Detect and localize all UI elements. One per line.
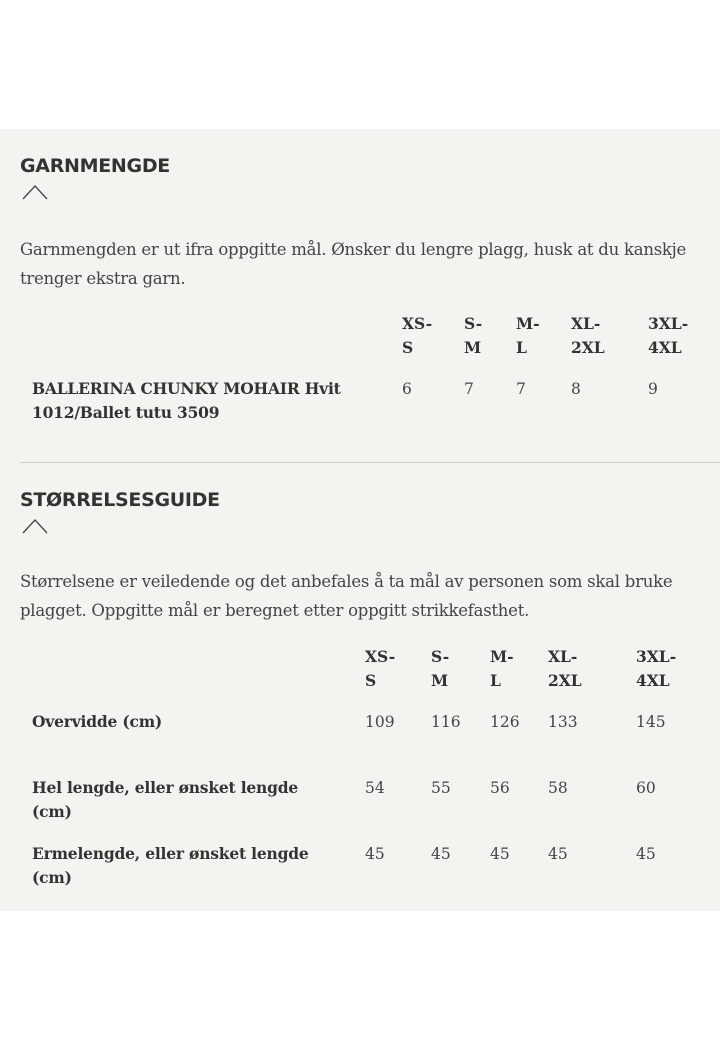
size-header-m-l: M- L (490, 647, 514, 690)
yarn-value-xs-s: 6 (402, 380, 412, 398)
hel-lengde-value-s-m: 55 (431, 779, 451, 797)
yarn-value-s-m: 7 (464, 380, 474, 398)
yarn-row-label: BALLERINA CHUNKY MOHAIR Hvit 1012/Ballet tutu 3509 (32, 379, 341, 422)
yarn-value-m-l: 7 (516, 380, 526, 398)
size-header-s-m: S- M (431, 647, 450, 690)
size-header-xs-s: XS- S (365, 647, 396, 690)
section-divider (20, 462, 720, 463)
chevron-up-icon[interactable] (22, 518, 48, 534)
hel-lengde-value-m-l: 56 (490, 779, 510, 797)
yarn-value-xl-2xl: 8 (571, 380, 581, 398)
hel-lengde-value-xs-s: 54 (365, 779, 385, 797)
overvidde-value-xl-2xl: 133 (548, 713, 578, 731)
garnmengde-intro: Garnmengden er ut ifra oppgitte mål. Ønsker du lengre plagg, husk at du kanskje trenger ekstra garn. (20, 240, 687, 288)
hel-lengde-value-xl-2xl: 58 (548, 779, 568, 797)
yarn-value-3xl-4xl: 9 (648, 380, 658, 398)
overvidde-value-xs-s: 109 (365, 713, 395, 731)
size-header-xl-2xl: XL- 2XL (571, 314, 605, 357)
storrelsesguide-title[interactable]: STØRRELSESGUIDE (20, 489, 220, 511)
ermelengde-value-3xl-4xl: 45 (636, 845, 656, 863)
storrelsesguide-intro: Størrelsene er veiledende og det anbefales å ta mål av personen som skal bruke plagget. Oppgitte mål er beregnet etter oppgitt strikkefasthet. (20, 572, 673, 620)
overvidde-value-m-l: 126 (490, 713, 520, 731)
garnmengde-title[interactable]: GARNMENGDE (20, 155, 170, 177)
size-header-3xl-4xl: 3XL- 4XL (648, 314, 689, 357)
overvidde-value-s-m: 116 (431, 713, 461, 731)
size-header-s-m: S- M (464, 314, 483, 357)
measure-row-label-ermelengde: Ermelengde, eller ønsket lengde (cm) (32, 844, 309, 887)
size-header-3xl-4xl: 3XL- 4XL (636, 647, 677, 690)
ermelengde-value-s-m: 45 (431, 845, 451, 863)
size-header-xs-s: XS- S (402, 314, 433, 357)
measure-row-label-overvidde: Overvidde (cm) (32, 712, 163, 731)
chevron-up-icon[interactable] (22, 184, 48, 200)
overvidde-value-3xl-4xl: 145 (636, 713, 666, 731)
hel-lengde-value-3xl-4xl: 60 (636, 779, 656, 797)
size-header-m-l: M- L (516, 314, 540, 357)
ermelengde-value-xl-2xl: 45 (548, 845, 568, 863)
ermelengde-value-m-l: 45 (490, 845, 510, 863)
measure-row-label-hel-lengde: Hel lengde, eller ønsket lengde (cm) (32, 778, 299, 821)
ermelengde-value-xs-s: 45 (365, 845, 385, 863)
size-header-xl-2xl: XL- 2XL (548, 647, 582, 690)
